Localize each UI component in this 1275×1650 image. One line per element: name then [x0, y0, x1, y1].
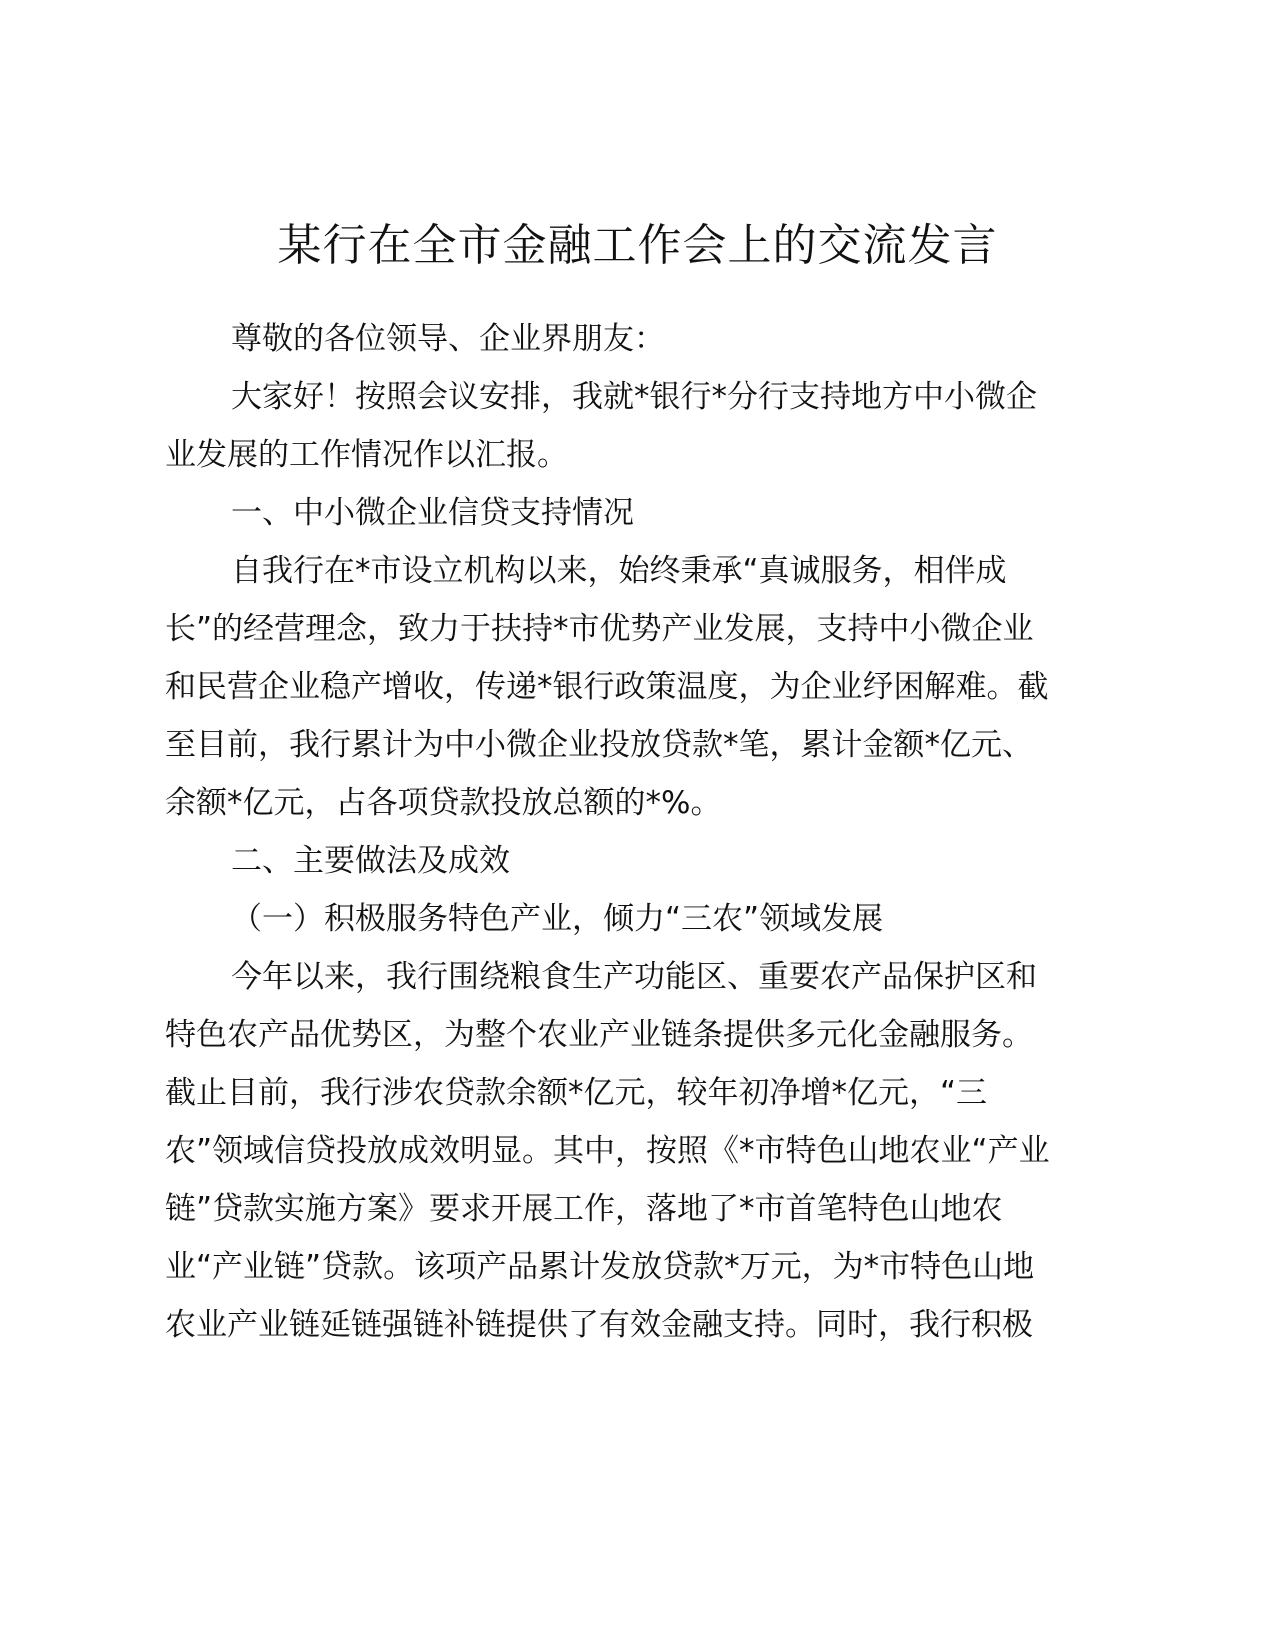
body-line: 农”领域信贷投放成效明显。其中，按照《*市特色山地农业“产业	[165, 1133, 1050, 1169]
body-line: （一）积极服务特色产业，倾力“三农”领域发展	[231, 901, 884, 937]
body-line: 二、主要做法及成效	[231, 843, 510, 879]
body-line: 特色农产品优势区，为整个农业产业链条提供多元化金融服务。	[165, 1017, 1033, 1053]
body-line: 和民营企业稳产增收，传递*银行政策温度，为企业纾困解难。截	[165, 669, 1049, 705]
body-line: 自我行在*市设立机构以来，始终秉承“真诚服务，相伴成	[231, 553, 1007, 589]
body-line: 长”的经营理念，致力于扶持*市优势产业发展，支持中小微企业	[165, 611, 1034, 647]
body-line: 链”贷款实施方案》要求开展工作，落地了*市首笔特色山地农	[165, 1191, 1003, 1227]
body-line: 业发展的工作情况作以汇报。	[165, 437, 568, 473]
body-line: 业“产业链”贷款。该项产品累计发放贷款*万元，为*市特色山地	[165, 1249, 1035, 1285]
body-line: 今年以来，我行围绕粮食生产功能区、重要农产品保护区和	[231, 959, 1037, 995]
body-line: 余额*亿元，占各项贷款投放总额的*%。	[165, 785, 722, 821]
body-line: 大家好！按照会议安排，我就*银行*分行支持地方中小微企	[231, 379, 1037, 415]
body-line: 尊敬的各位领导、企业界朋友：	[231, 321, 665, 357]
body-line: 截止目前，我行涉农贷款余额*亿元，较年初净增*亿元，“三	[165, 1075, 988, 1111]
body-line: 一、中小微企业信贷支持情况	[231, 495, 634, 531]
body-line: 农业产业链延链强链补链提供了有效金融支持。同时，我行积极	[165, 1307, 1033, 1343]
document-body	[165, 310, 1110, 1354]
document-title: 某行在全市金融工作会上的交流发言	[277, 220, 998, 271]
body-line: 至目前，我行累计为中小微企业投放贷款*笔，累计金额*亿元、	[165, 727, 1033, 763]
